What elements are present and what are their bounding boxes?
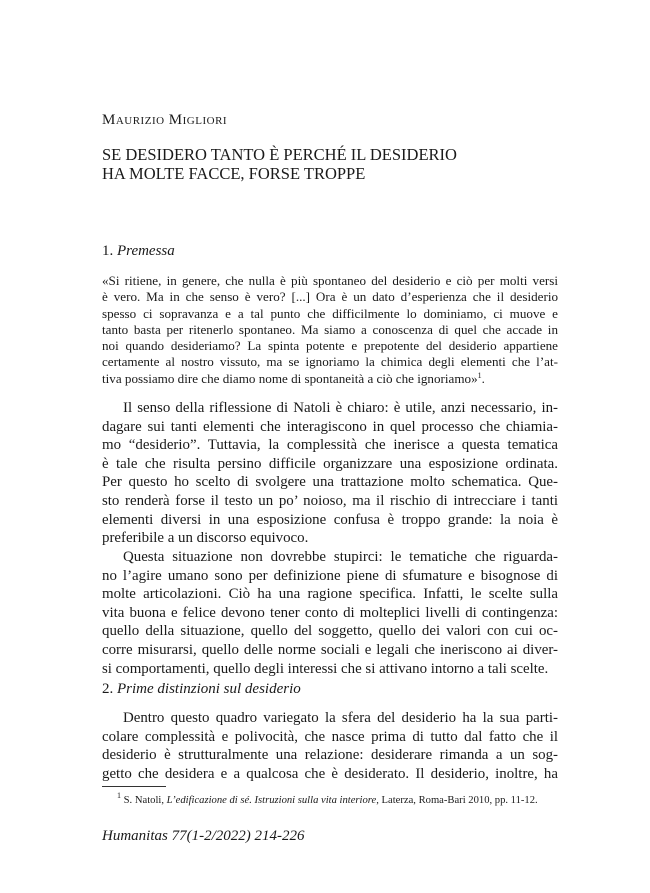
paragraph-2: [102, 548, 558, 678]
para-line: desiderio è strutturalmente una relazione: desiderare rimanda a un sog-: [102, 747, 558, 764]
para-line: dagare sui tanti elementi che interagiscono in quel processo che chiamia-: [102, 418, 558, 435]
journal-citation: Humanitas 77(1-2/2022) 214-226: [102, 828, 305, 844]
para-line: preferibile a un discorso equivoco.: [102, 530, 309, 547]
epigraph-quote: [102, 273, 558, 387]
quote-line: noi quando desideriamo? La spinta potente e prepotente del desiderio appartiene: [102, 338, 558, 354]
footnote-book-title: L’edificazione di sé. Istruzioni sulla vita interiore: [166, 795, 377, 806]
para-line: getto che desidera e a qualcosa che è desiderato. Il desiderio, inoltre, ha: [102, 765, 558, 782]
quote-line: spesso ci sopravanza e a tal punto che difficilmente lo dominiamo, ci muove e: [102, 305, 558, 321]
footnote-1: [117, 791, 562, 806]
quote-line: è vero. Ma in che senso è vero? [...] Ora è un dato d’esperienza che il desiderio: [102, 289, 558, 305]
para-line: Il senso della riflessione di Natoli è chiaro: è utile, anzi necessario, in-: [123, 400, 558, 416]
para-line: Per questo ho scelto di svolgere una trattazione molto schematica. Que-: [102, 474, 558, 491]
para-line: quello della situazione, quello del soggetto, quello dei valori con cui oc-: [102, 623, 558, 640]
para-line: molte articolazioni. Ciò ha una ragione specifica. Infatti, le scelte sulla: [102, 586, 558, 603]
article-title: [102, 145, 572, 183]
footnote-publication: , Laterza, Roma-Bari 2010, pp. 11-12.: [376, 795, 538, 806]
para-line: elementi diversi in una esposizione confusa è troppo grande: la noia è: [102, 511, 558, 528]
quote-line: tanto basta per ritenerlo spontaneo. Ma siamo a conoscenza di quel che accade in: [102, 321, 558, 337]
section-title: Prime distinzioni sul desiderio: [117, 681, 301, 697]
section-heading-prime-distinzioni: [102, 681, 301, 698]
para-line: colare complessità e polivocità, che nasce prima di tutto dal fatto che il: [102, 728, 558, 745]
para-line: corre misurarsi, quello delle norme sociali e legali che ineriscono ai diver-: [102, 641, 558, 658]
quote-last-text: tiva possiamo dire che diamo nome di spontaneità a ciò che ignoriamo»: [102, 370, 478, 386]
paragraph-3: [102, 709, 558, 783]
title-line: SE DESIDERO TANTO È PERCHÉ IL DESIDERIO: [102, 145, 457, 164]
title-line: HA MOLTE FACCE, FORSE TROPPE: [102, 164, 366, 183]
footnote-mark: 1: [117, 791, 121, 800]
para-line: mo “desiderio”. Tuttavia, la complessità che inerisce a questa tematica: [102, 437, 558, 454]
section-title: Premessa: [117, 243, 175, 259]
section-heading-premessa: [102, 243, 175, 260]
section-number: 2.: [102, 681, 114, 697]
quote-line: certamente al nostro vissuto, ma se ignoriamo la chimica degli elementi che l’at-: [102, 354, 558, 370]
footnote-reference[interactable]: 1: [477, 370, 482, 380]
para-line: Dentro questo quadro variegato la sfera del desiderio ha la sua parti-: [123, 710, 558, 726]
para-line: si comportamenti, quello degli interessi che si attivano intorno a tali scelte.: [102, 660, 549, 677]
para-line: no l’agire umano sono per definizione piene di sfumature e bisognose di: [102, 567, 558, 584]
quote-line: «Si ritiene, in genere, che nulla è più spontaneo del desiderio e ciò per molti versi: [102, 273, 558, 288]
quote-line: [102, 371, 558, 387]
para-line: sto renderà forse il testo un po’ noioso, ma il rischio di intrecciare i tanti: [102, 492, 558, 509]
para-line: Questa situazione non dovrebbe stupirci: le tematiche che riguarda-: [123, 549, 558, 565]
paragraph-1: [102, 399, 558, 548]
author-name: Maurizio Migliori: [102, 112, 228, 128]
footnote-separator: [102, 786, 166, 787]
para-line: vita buona e felice devono tener conto di molteplici livelli di contingenza:: [102, 604, 558, 621]
footnote-author: S. Natoli,: [123, 795, 167, 806]
section-number: 1.: [102, 243, 114, 259]
quote-end-punct: .: [481, 370, 485, 386]
para-line: è tale che risulta persino difficile organizzare una esposizione ordinata.: [102, 455, 558, 472]
